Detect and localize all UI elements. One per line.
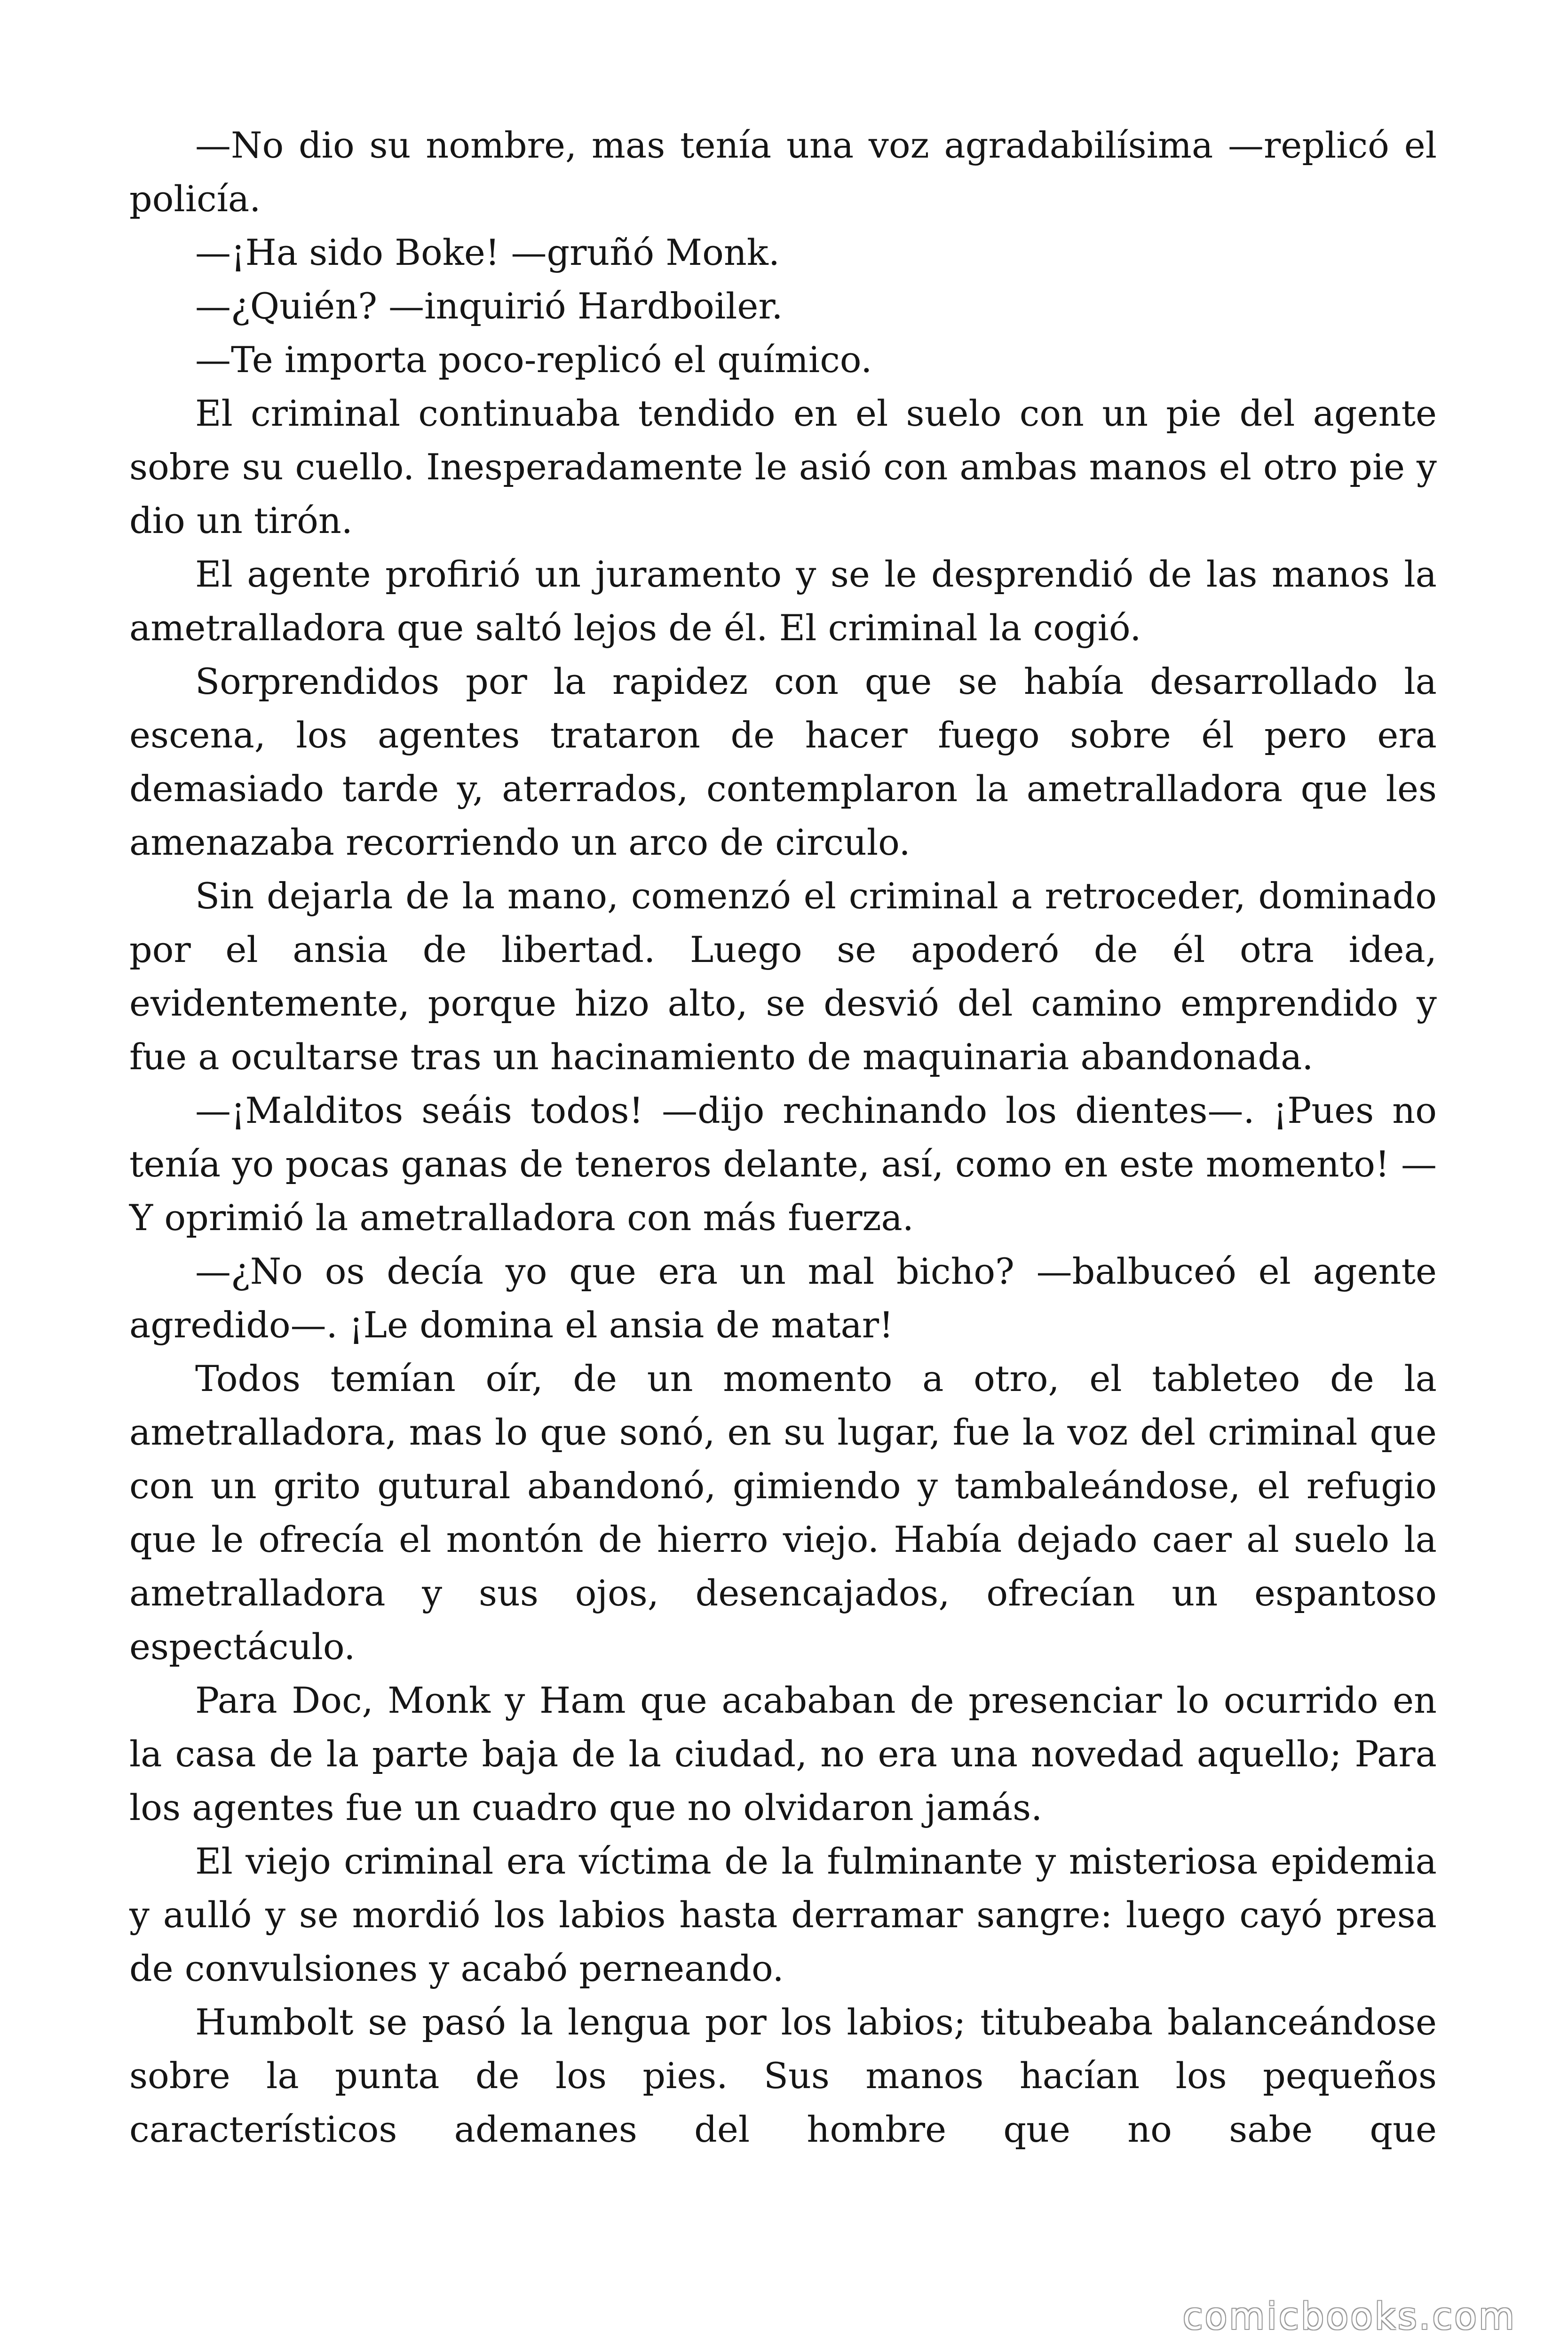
paragraph: El agente profirió un juramento y se le desprendió de las manos la ametralladora que saltó lejos de él. El criminal la cogió. — [129, 553, 1437, 649]
paragraph: El criminal continuaba tendido en el suelo con un pie del agente sobre su cuello. Inesperadamente le asió con ambas manos el otro pie y dio un tirón. — [129, 392, 1437, 541]
paragraph: —¿Quién? —inquirió Hardboiler. — [195, 285, 783, 327]
paragraph: —¿No os decía yo que era un mal bicho? —balbuceó el agente agredido—. ¡Le domina el ansia de matar! — [129, 1250, 1437, 1346]
watermark: comicbooks.com — [1182, 2296, 1516, 2338]
paragraph: Sin dejarla de la mano, comenzó el criminal a retroceder, dominado por el ansia de libertad. Luego se apoderó de él otra idea, evidentemente, porque hizo alto, se desvió del camino emprendido y fue a ocultarse tras un hacinamiento de maquinaria abandonada. — [129, 875, 1437, 1078]
paragraph: —¡Malditos seáis todos! —dijo rechinando los dientes—. ¡Pues no tenía yo pocas ganas de teneros delante, así, como en este momento! —Y oprimió la ametralladora con más fuerza. — [129, 1089, 1437, 1239]
paragraph: Para Doc, Monk y Ham que acababan de presenciar lo ocurrido en la casa de la parte baja de la ciudad, no era una novedad aquello; Para los agentes fue un cuadro que no olvidaron jamás. — [129, 1679, 1437, 1828]
paragraph: El viejo criminal era víctima de la fulminante y misteriosa epidemia y aulló y se mordió los labios hasta derramar sangre: luego cayó presa de convulsiones y acabó perneando. — [129, 1840, 1437, 1989]
paragraph: Todos temían oír, de un momento a otro, el tableteo de la ametralladora, mas lo que sonó, en su lugar, fue la voz del criminal que con un grito gutural abandonó, gimiendo y tambaleándose, el refugio que le ofrecía el montón de hierro viejo. Había dejado caer al suelo la ametralladora y sus ojos, desencajados, ofrecían un espantoso espectáculo. — [129, 1358, 1437, 1668]
paragraph: —No dio su nombre, mas tenía una voz agradabilísima —replicó el policía. — [129, 124, 1437, 220]
paragraph: —Te importa poco-replicó el químico. — [195, 339, 872, 381]
paragraph: Sorprendidos por la rapidez con que se había desarrollado la escena, los agentes trataron de hacer fuego sobre él pero era demasiado tarde y, aterrados, contemplaron la ametralladora que les amenazaba recorriendo un arco de circulo. — [129, 660, 1437, 863]
body-text — [129, 119, 1437, 2156]
paragraph: —¡Ha sido Boke! —gruñó Monk. — [195, 231, 780, 273]
paragraph: Humbolt se pasó la lengua por los labios; titubeaba balanceándose sobre la punta de los pies. Sus manos hacían los pequeños característicos ademanes del hombre que no sabe que — [129, 2001, 1437, 2150]
